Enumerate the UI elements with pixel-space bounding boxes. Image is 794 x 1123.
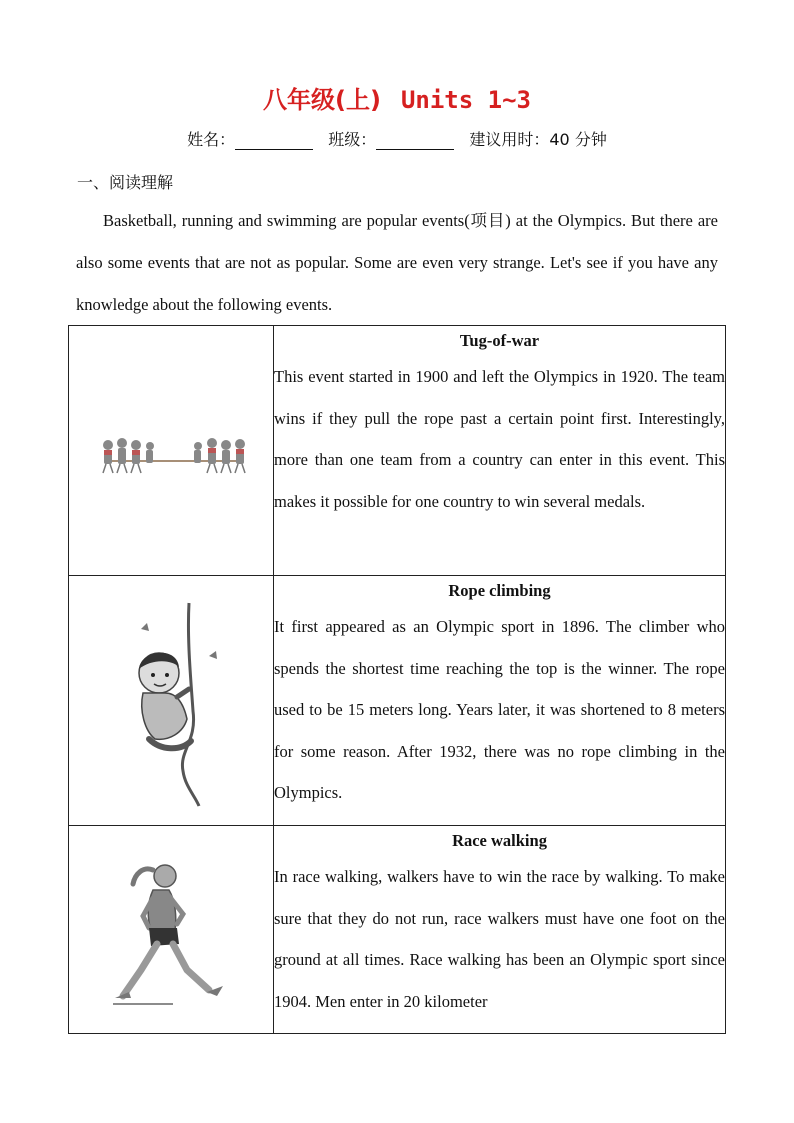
image-cell xyxy=(69,826,274,1034)
title-chinese: 八年级(上) xyxy=(263,86,381,114)
rope-climber-illustration xyxy=(121,601,231,811)
event-body: In race walking, walkers have to win the race by walking. To make sure that they do not run, race walkers must have one foot on the ground at all times. Race walking has been an Olympic sport since 1904. Men enter in 20 kilometer xyxy=(274,867,725,1011)
name-label: 姓名： xyxy=(187,130,236,149)
image-cell xyxy=(69,576,274,826)
image-cell xyxy=(69,326,274,576)
events-table xyxy=(68,325,726,1034)
event-body: It first appeared as an Olympic sport in 1896. The climber who spends the shortest time reaching the top is the winner. The rope used to be 15 meters long. Years later, it was shortened to 8 meters for some reason. After 1932, there was no rope climbing in the Olympics. xyxy=(274,617,725,803)
name-blank[interactable] xyxy=(235,133,313,150)
title-units: Units 1~3 xyxy=(400,86,531,114)
event-text-cell xyxy=(274,576,726,826)
page-title xyxy=(0,80,794,115)
student-info-line xyxy=(0,127,794,150)
event-title: Race walking xyxy=(452,831,547,850)
class-blank[interactable] xyxy=(376,133,454,150)
intro-paragraph: Basketball, running and swimming are popular events(项目) at the Olympics. But there are also some events that are not as popular. Some are even very strange. Let's see if you have any knowledge about the following events. xyxy=(76,211,718,314)
table-row xyxy=(69,826,726,1034)
table-row xyxy=(69,576,726,826)
time-label: 建议用时：40 分钟 xyxy=(469,130,607,149)
event-text-cell xyxy=(274,826,726,1034)
class-label: 班级： xyxy=(328,130,377,149)
tug-of-war-illustration xyxy=(94,431,254,481)
table-row xyxy=(69,326,726,576)
event-title: Rope climbing xyxy=(448,581,551,600)
event-text-cell xyxy=(274,326,726,576)
section-title: 一、阅读理解 xyxy=(77,173,174,192)
event-title: Tug-of-war xyxy=(459,331,540,350)
event-body: This event started in 1900 and left the Olympics in 1920. The team wins if they pull the rope past a certain point first. Interestingly, more than one team from a country can enter in this event. This makes it possible for one country to win several medals. xyxy=(274,367,725,511)
race-walker-illustration xyxy=(113,858,233,1008)
